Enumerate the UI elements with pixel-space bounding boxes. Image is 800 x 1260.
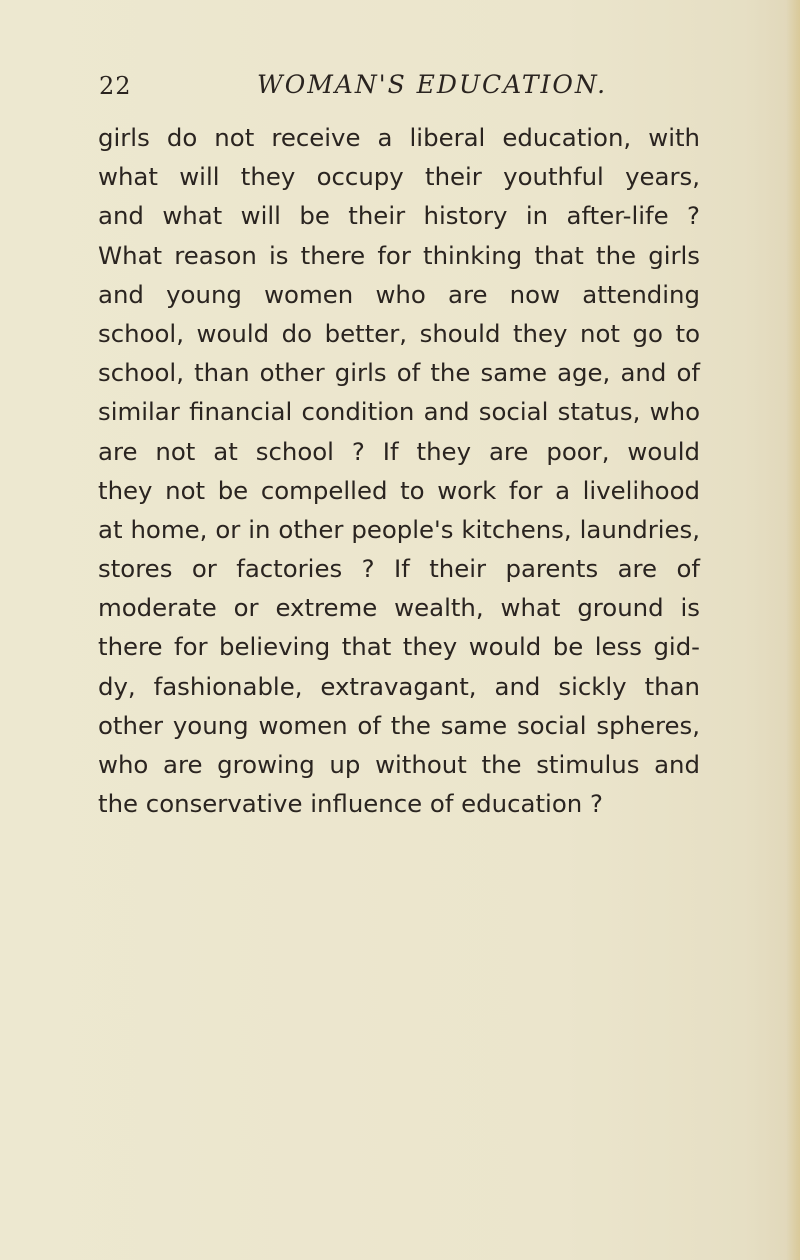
text-line: stores or factories ? If their parents are of: [98, 554, 700, 584]
text-line: dy, fashionable, extravagant, and sickly than: [98, 671, 700, 701]
text-line: school, would do better, should they not go to: [98, 318, 700, 348]
text-line: they not be compelled to work for a livelihood: [98, 475, 700, 505]
text-line: what will they occupy their youthful years,: [98, 162, 700, 192]
text-line: who are growing up without the stimulus and: [98, 750, 700, 779]
text-line: school, than other girls of the same age, and of: [98, 358, 700, 388]
text-line: and what will be their history in after-life ?: [98, 201, 700, 231]
page-header: [99, 66, 699, 106]
text-line: at home, or in other people's kitchens, laundries,: [98, 514, 700, 544]
page-edge-shading: [786, 0, 800, 1260]
page-number: 22: [99, 72, 132, 100]
text-line: girls do not receive a liberal education, with: [98, 123, 700, 152]
text-line: moderate or extreme wealth, what ground is: [98, 593, 700, 623]
text-line: and young women who are now attending: [98, 279, 700, 309]
text-line: are not at school ? If they are poor, would: [98, 436, 700, 466]
body-paragraph: [98, 118, 700, 823]
text-line: What reason is there for thinking that the girls: [98, 240, 700, 270]
text-line: other young women of the same social spheres,: [98, 710, 700, 740]
running-head: WOMAN'S EDUCATION.: [257, 70, 608, 99]
text-line: similar financial condition and social status, who: [98, 397, 700, 427]
text-line-last: the conservative influence of education ?: [98, 789, 603, 819]
text-line: there for believing that they would be less gid-: [98, 632, 700, 662]
